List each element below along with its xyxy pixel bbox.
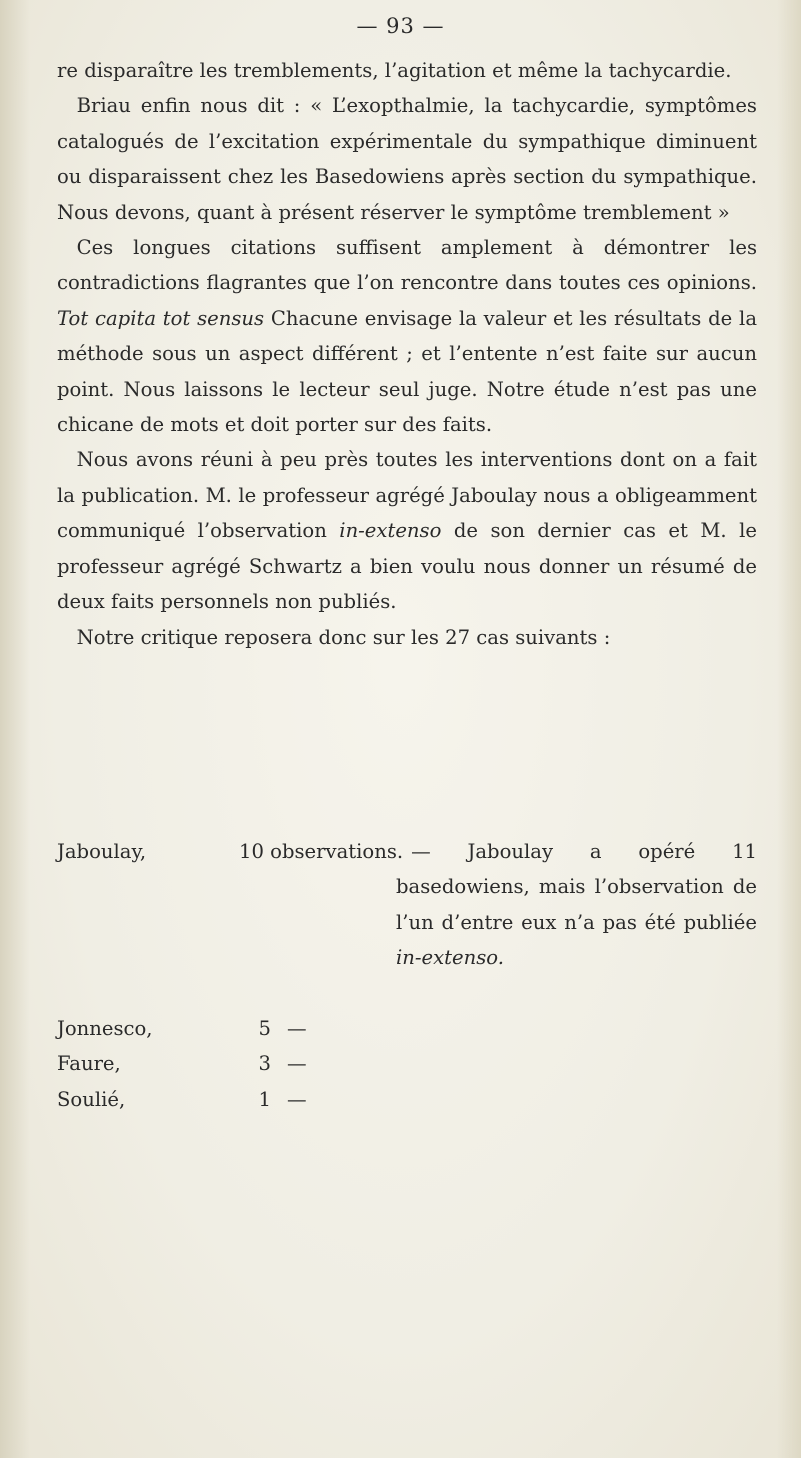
surgeon-name: Faure, [57,1052,121,1076]
body-text [57,53,757,655]
observation-count: 1 [258,1087,271,1111]
observation-row [57,1011,757,1046]
surgeon-name: Soulié, [57,1087,126,1111]
surgeon-name: Jonnesco, [57,1016,153,1040]
text-run: — Jaboulay a opéré 11 basedowiens, mais l’observation de l’un d’entre eux n’a pas été publiée [396,840,757,934]
text-run: Chacune envisage la valeur et les résultats de la méthode sous un aspect différent ; et l’entente n’est faite sur aucun point. Nous laissons le lecteur seul juge. Notre étude n’est pas une chicane de mots et doit porter sur des faits. [57,306,757,437]
paragraph [57,53,757,88]
note-text [396,834,757,976]
ditto-dash: — [287,1052,307,1076]
paragraph [57,230,757,442]
italic-phrase: Tot capita tot sensus [57,306,265,330]
ditto-dash: — [287,1016,307,1040]
paragraph [57,88,757,230]
ditto-dash: — [287,1087,307,1111]
text-run: Briau enfin nous dit : « L’exopthalmie, la tachycardie, symptômes catalogués de l’excitation expérimentale du sympathique diminuent ou disparaissent chez les Basedowiens après section du sympathique. Nous devons, quant à présent réserver le symptôme tremblement » [57,94,757,224]
observation-row [57,1046,757,1081]
jaboulay-note [396,834,757,976]
text-run: Ces longues citations suffisent amplement à démontrer les contradictions flagrantes que l’on rencontre dans toutes ces opinions. [57,236,757,295]
text-run: Nous avons réuni à peu près toutes les interventions dont on a fait la publication. M. le professeur agrégé Jaboulay nous a obligeamment communiqué l’observation [57,448,757,543]
italic-phrase: in-extenso [339,519,442,543]
page-number: — 93 — [356,14,445,38]
italic-phrase: in-extenso. [396,946,504,970]
observation-count: 10 observations. [239,840,404,863]
observation-row [57,1082,757,1117]
observation-count: 5 [258,1016,271,1040]
page-edge-shadow-right [777,0,801,1458]
text-run: re disparaître les tremblements, l’agitation et même la tachycardie. [57,59,732,82]
surgeon-name: Jaboulay, [57,840,147,863]
page-edge-shadow-left [0,0,30,1458]
paragraph [57,620,757,655]
observation-row [57,976,757,1011]
text-run: de son dernier cas et M. le professeur agrégé Schwartz a bien voulu nous donner un résumé de deux faits personnels non publiés. [57,519,757,614]
observation-count: 3 [258,1052,271,1076]
paragraph [57,442,757,619]
text-run: Notre critique reposera donc sur les 27 cas suivants : [76,625,611,649]
